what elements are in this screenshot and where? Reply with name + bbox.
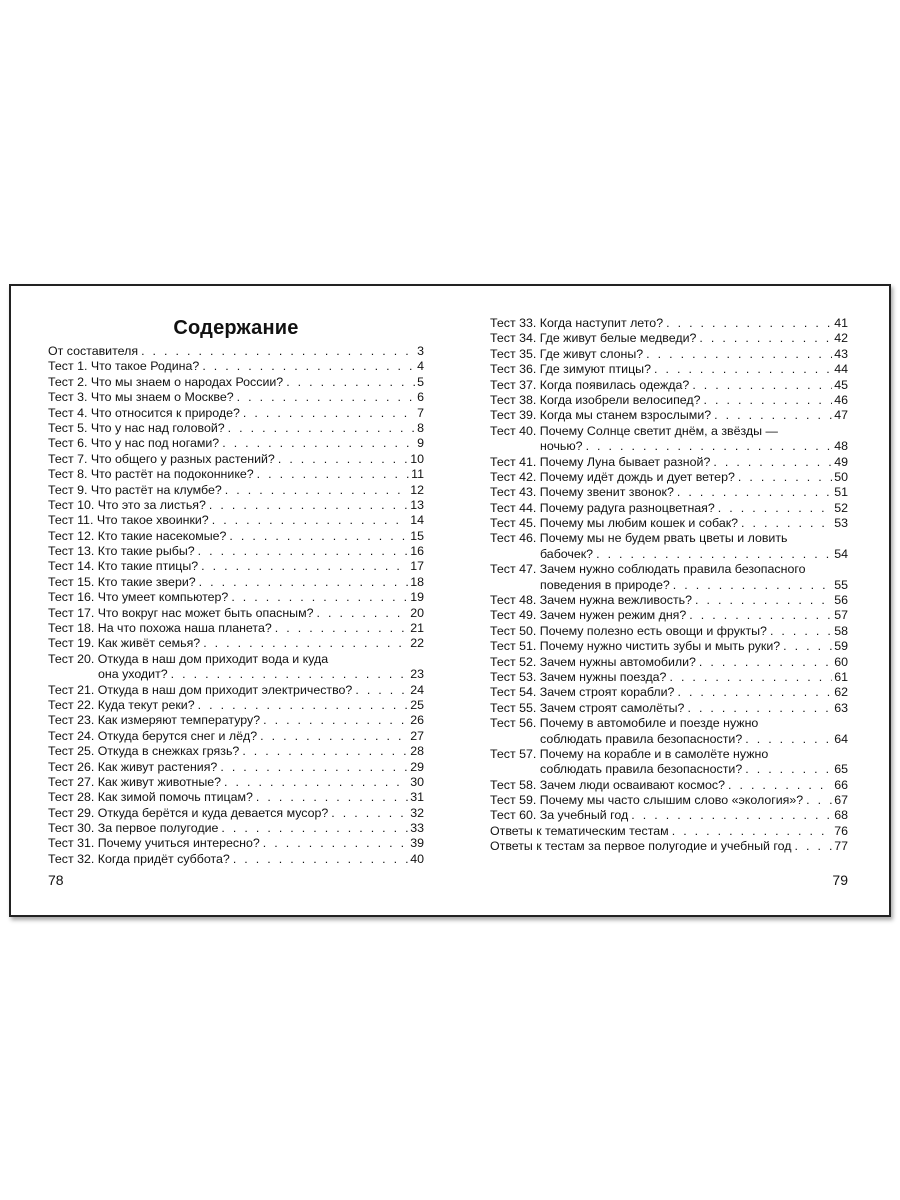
toc-entry-title: Тест 31. Почему учиться интересно?: [48, 836, 260, 851]
toc-entry: [48, 621, 424, 636]
toc-entry: [490, 562, 848, 593]
dot-leader: [224, 775, 408, 790]
toc-entry-title: Тест 23. Как измеряют температуру?: [48, 713, 261, 728]
toc-entry: [48, 636, 424, 651]
toc-entry-title: Тест 49. Зачем нужен режим дня?: [490, 608, 687, 623]
dot-leader: [263, 836, 408, 851]
dot-leader: [654, 362, 832, 377]
toc-entry: [48, 590, 424, 605]
toc-entry-title: Тест 9. Что растёт на клумбе?: [48, 482, 222, 497]
toc-entry-title: Тест 58. Зачем люди осваивают космос?: [490, 777, 725, 792]
dot-leader: [673, 578, 832, 593]
dot-leader: [783, 639, 832, 654]
dot-leader: [202, 359, 415, 374]
dot-leader: [713, 455, 832, 470]
dot-leader: [699, 655, 832, 670]
dot-leader: [331, 806, 408, 821]
toc-entry-title: Тест 24. Откуда берутся снег и лёд?: [48, 728, 258, 743]
toc-page-number: 61: [834, 669, 848, 684]
toc-entry-title: Тест 53. Зачем нужны поезда?: [490, 669, 667, 684]
dot-leader: [220, 760, 408, 775]
toc-page-number: 29: [410, 759, 424, 774]
toc-page-number: 14: [410, 513, 424, 528]
toc-entry: [48, 713, 424, 728]
toc-page-number: 11: [411, 467, 424, 482]
dot-leader: [141, 344, 415, 359]
toc-entry: [490, 839, 848, 854]
toc-page-number: 28: [410, 744, 424, 759]
dot-leader: [741, 516, 832, 531]
dot-leader: [745, 732, 832, 747]
toc-entry: [48, 698, 424, 713]
toc-entry-title: Тест 3. Что мы знаем о Москве?: [48, 390, 234, 405]
toc-entry: [490, 316, 848, 331]
toc-entry: [48, 467, 424, 482]
dot-leader: [201, 559, 408, 574]
toc-entry-title-continued: бабочек?: [540, 546, 594, 561]
toc-page-number: 25: [410, 697, 424, 712]
toc-entry: [490, 824, 848, 839]
toc-entry-title: Тест 32. Когда придёт суббота?: [48, 851, 230, 866]
dot-leader: [695, 593, 832, 608]
toc-entry: [490, 485, 848, 500]
toc-entry: [490, 639, 848, 654]
toc-entry-title: Тест 50. Почему полезно есть овощи и фрукты?: [490, 623, 767, 638]
toc-entry-title: Тест 47. Зачем нужно соблюдать правила безопасного: [490, 562, 806, 577]
toc-entry-title: Тест 51. Почему нужно чистить зубы и мыть руки?: [490, 639, 781, 654]
toc-page-number: 23: [410, 667, 424, 682]
toc-entry-title: Тест 4. Что относится к природе?: [48, 405, 240, 420]
toc-entry-title: Тест 22. Куда текут реки?: [48, 697, 195, 712]
toc-entry: [48, 775, 424, 790]
toc-page-number: 49: [834, 454, 848, 469]
toc-list-left: [48, 344, 424, 867]
toc-entry-title: Тест 37. Когда появилась одежда?: [490, 377, 690, 392]
dot-leader: [233, 852, 408, 867]
toc-page-number: 16: [410, 544, 424, 559]
toc-page-number: 27: [410, 728, 424, 743]
dot-leader: [199, 575, 409, 590]
toc-page-number: 5: [417, 374, 424, 389]
dot-leader: [687, 701, 832, 716]
toc-entry: [48, 375, 424, 390]
dot-leader: [221, 821, 408, 836]
toc-page-number: 50: [834, 469, 848, 484]
toc-entry: [48, 436, 424, 451]
toc-entry-title: Ответы к тематическим тестам: [490, 823, 669, 838]
toc-page-number: 33: [410, 821, 424, 836]
toc-entry: [490, 809, 848, 824]
toc-entry: [48, 421, 424, 436]
dot-leader: [225, 483, 408, 498]
dot-leader: [286, 375, 415, 390]
toc-page-number: 46: [834, 392, 848, 407]
toc-entry: [490, 670, 848, 685]
page-number-right: 79: [832, 872, 848, 888]
toc-entry-title: Тест 15. Кто такие звери?: [48, 574, 196, 589]
toc-page-number: 56: [834, 593, 848, 608]
toc-page-number: 45: [834, 377, 848, 392]
toc-entry-title: Тест 39. Когда мы станем взрослыми?: [490, 408, 712, 423]
dot-leader: [275, 621, 408, 636]
toc-entry-title: Тест 2. Что мы знаем о народах России?: [48, 374, 284, 389]
toc-page-number: 57: [834, 608, 848, 623]
toc-page-number: 48: [834, 439, 848, 454]
toc-page-number: 40: [410, 851, 424, 866]
toc-entry-title: Тест 57. Почему на корабле и в самолёте нужно: [490, 746, 769, 761]
toc-page-number: 15: [410, 528, 424, 543]
toc-page-number: 21: [410, 621, 424, 636]
toc-page-number: 18: [410, 574, 424, 589]
toc-entry-title: Тест 35. Где живут слоны?: [490, 346, 644, 361]
toc-entry: [490, 470, 848, 485]
toc-page-number: 41: [834, 315, 848, 330]
toc-page-number: 43: [834, 346, 848, 361]
toc-entry: [490, 331, 848, 346]
toc-page-number: 32: [410, 805, 424, 820]
toc-page-number: 60: [834, 654, 848, 669]
toc-page-number: 68: [834, 808, 848, 823]
dot-leader: [728, 778, 832, 793]
dot-leader: [631, 808, 832, 823]
toc-page-number: 51: [834, 485, 848, 500]
toc-entry: [48, 544, 424, 559]
toc-entry-title: Тест 40. Почему Солнце светит днём, а звёзды —: [490, 423, 778, 438]
toc-entry-title: Тест 6. Что у нас под ногами?: [48, 436, 220, 451]
toc-entry-title: Тест 54. Зачем строят корабли?: [490, 685, 675, 700]
toc-entry-title-continued: соблюдать правила безопасности?: [540, 731, 743, 746]
toc-entry: [48, 529, 424, 544]
dot-leader: [263, 713, 408, 728]
toc-page-number: 63: [834, 700, 848, 715]
toc-entry: [490, 778, 848, 793]
toc-entry: [490, 531, 848, 562]
toc-list-right: [490, 316, 848, 855]
toc-entry-title: Тест 12. Кто такие насекомые?: [48, 528, 227, 543]
toc-page-number: 44: [834, 362, 848, 377]
toc-entry: [490, 701, 848, 716]
toc-page-number: 52: [834, 500, 848, 515]
toc-page-number: 8: [417, 420, 424, 435]
toc-entry-title: Тест 19. Как живёт семья?: [48, 636, 201, 651]
toc-page-number: 9: [417, 436, 424, 451]
toc-entry: [490, 747, 848, 778]
toc-entry-title: Тест 7. Что общего у разных растений?: [48, 451, 275, 466]
toc-entry: [490, 685, 848, 700]
toc-page-number: 7: [417, 405, 424, 420]
toc-page-number: 4: [417, 359, 424, 374]
dot-leader: [209, 498, 408, 513]
toc-page-number: 58: [834, 623, 848, 638]
dot-leader: [689, 608, 832, 623]
left-page: [48, 286, 424, 915]
toc-page-number: 13: [410, 497, 424, 512]
toc-entry: [48, 359, 424, 374]
dot-leader: [677, 685, 832, 700]
toc-page-number: 67: [834, 793, 848, 808]
toc-entry: [48, 452, 424, 467]
toc-entry-title: Тест 52. Зачем нужны автомобили?: [490, 654, 696, 669]
toc-entry-title: Тест 30. За первое полугодие: [48, 821, 219, 836]
toc-page-number: 22: [410, 636, 424, 651]
toc-entry-title: Тест 18. На что похожа наша планета?: [48, 621, 272, 636]
toc-page-number: 66: [834, 777, 848, 792]
toc-entry-title: Тест 21. Откуда в наш дом приходит электричество?: [48, 682, 353, 697]
dot-leader: [718, 501, 832, 516]
toc-entry-title: Тест 5. Что у нас над головой?: [48, 420, 225, 435]
dot-leader: [738, 470, 832, 485]
dot-leader: [260, 729, 408, 744]
toc-page-number: 64: [834, 731, 848, 746]
dot-leader: [212, 513, 409, 528]
toc-page-number: 39: [410, 836, 424, 851]
toc-page-number: 6: [417, 390, 424, 405]
toc-entry-title: Тест 1. Что такое Родина?: [48, 359, 200, 374]
toc-entry-title: Тест 33. Когда наступит лето?: [490, 315, 664, 330]
dot-leader: [677, 485, 832, 500]
dot-leader: [672, 824, 833, 839]
toc-entry-title: Тест 8. Что растёт на подоконнике?: [48, 467, 254, 482]
toc-entry-title: Тест 17. Что вокруг нас может быть опасным?: [48, 605, 314, 620]
toc-page-number: 54: [834, 546, 848, 561]
toc-page-number: 30: [410, 774, 424, 789]
toc-entry-title-continued: ночью?: [540, 439, 583, 454]
toc-entry-title: От составителя: [48, 343, 139, 358]
dot-leader: [666, 316, 832, 331]
toc-entry: [48, 513, 424, 528]
toc-page-number: 65: [834, 762, 848, 777]
toc-entry: [48, 806, 424, 821]
toc-entry-title: Тест 59. Почему мы часто слышим слово «экология»?: [490, 793, 804, 808]
toc-entry-title: Тест 27. Как живут животные?: [48, 774, 222, 789]
toc-entry: [490, 593, 848, 608]
toc-entry-title: Тест 43. Почему звенит звонок?: [490, 485, 674, 500]
toc-entry-title: Тест 11. Что такое хвоинки?: [48, 513, 209, 528]
dot-leader: [222, 436, 415, 451]
dot-leader: [714, 408, 832, 423]
toc-page-number: 31: [410, 790, 424, 805]
toc-entry: [490, 424, 848, 455]
dot-leader: [596, 547, 832, 562]
toc-entry: [490, 378, 848, 393]
toc-page-number: 17: [410, 559, 424, 574]
dot-leader: [198, 698, 409, 713]
toc-entry-title: Тест 36. Где зимуют птицы?: [490, 362, 651, 377]
toc-entry: [490, 501, 848, 516]
toc-entry: [490, 408, 848, 423]
dot-leader: [794, 839, 832, 854]
dot-leader: [692, 378, 832, 393]
toc-entry: [490, 455, 848, 470]
toc-entry: [48, 559, 424, 574]
toc-entry-title: Тест 60. За учебный год: [490, 808, 629, 823]
toc-entry: [490, 655, 848, 670]
toc-entry: [48, 575, 424, 590]
toc-entry-title: Тест 34. Где живут белые медведи?: [490, 331, 697, 346]
toc-entry-title: Тест 25. Откуда в снежках грязь?: [48, 744, 240, 759]
toc-entry-title: Тест 48. Зачем нужна вежливость?: [490, 593, 692, 608]
page-title: Содержание: [173, 317, 299, 339]
toc-page-number: 10: [410, 451, 424, 466]
toc-entry-title: Тест 41. Почему Луна бывает разной?: [490, 454, 711, 469]
dot-leader: [237, 390, 415, 405]
toc-entry: [490, 393, 848, 408]
dot-leader: [198, 544, 409, 559]
toc-page-number: 76: [834, 823, 848, 838]
toc-entry: [48, 606, 424, 621]
dot-leader: [257, 467, 409, 482]
toc-entry-title: Тест 38. Когда изобрели велосипед?: [490, 392, 701, 407]
dot-leader: [242, 744, 408, 759]
toc-entry: [48, 760, 424, 775]
toc-page-number: 53: [834, 516, 848, 531]
toc-entry: [490, 362, 848, 377]
toc-page-number: 47: [834, 408, 848, 423]
dot-leader: [699, 331, 832, 346]
dot-leader: [171, 667, 409, 682]
toc-page-number: 24: [410, 682, 424, 697]
dot-leader: [806, 793, 832, 808]
dot-leader: [586, 439, 833, 454]
toc-entry-title-continued: соблюдать правила безопасности?: [540, 762, 743, 777]
toc-entry: [48, 744, 424, 759]
toc-entry: [48, 652, 424, 683]
toc-page-number: 12: [410, 482, 424, 497]
toc-page-number: 55: [834, 577, 848, 592]
toc-page-number: 59: [834, 639, 848, 654]
dot-leader: [256, 790, 408, 805]
toc-page-number: 42: [834, 331, 848, 346]
toc-entry-title: Тест 46. Почему мы не будем рвать цветы и ловить: [490, 531, 788, 546]
dot-leader: [243, 406, 415, 421]
toc-entry: [490, 624, 848, 639]
toc-entry: [48, 498, 424, 513]
toc-entry-title: Тест 28. Как зимой помочь птицам?: [48, 790, 253, 805]
toc-entry: [48, 852, 424, 867]
toc-entry: [490, 516, 848, 531]
dot-leader: [745, 762, 832, 777]
dot-leader: [229, 529, 408, 544]
toc-entry-title: Ответы к тестам за первое полугодие и учебный год: [490, 839, 792, 854]
dot-leader: [316, 606, 408, 621]
right-page: [490, 286, 848, 915]
toc-entry-title: Тест 42. Почему идёт дождь и дует ветер?: [490, 469, 735, 484]
toc-entry-title: Тест 56. Почему в автомобиле и поезде нужно: [490, 716, 759, 731]
toc-page-number: 77: [834, 839, 848, 854]
toc-entry: [490, 347, 848, 362]
dot-leader: [231, 590, 408, 605]
toc-entry-title: Тест 55. Зачем строят самолёты?: [490, 700, 685, 715]
toc-entry-title: Тест 14. Кто такие птицы?: [48, 559, 199, 574]
toc-entry-title-continued: поведения в природе?: [540, 577, 670, 592]
toc-entry: [490, 793, 848, 808]
toc-page-number: 20: [410, 605, 424, 620]
toc-entry: [48, 483, 424, 498]
dot-leader: [704, 393, 833, 408]
toc-entry: [48, 837, 424, 852]
toc-entry: [48, 683, 424, 698]
dot-leader: [355, 683, 408, 698]
page-number-left: 78: [48, 872, 64, 888]
toc-page-number: 26: [410, 713, 424, 728]
toc-entry: [48, 729, 424, 744]
toc-entry: [48, 821, 424, 836]
toc-entry-title: Тест 10. Что это за листья?: [48, 497, 206, 512]
toc-entry-title: Тест 20. Откуда в наш дом приходит вода и куда: [48, 651, 329, 666]
toc-entry-title: Тест 45. Почему мы любим кошек и собак?: [490, 516, 739, 531]
toc-entry: [48, 344, 424, 359]
toc-entry: [48, 406, 424, 421]
toc-entry-title: Тест 29. Откуда берётся и куда девается мусор?: [48, 805, 329, 820]
toc-entry: [48, 390, 424, 405]
dot-leader: [669, 670, 832, 685]
toc-entry-title: Тест 13. Кто такие рыбы?: [48, 544, 195, 559]
dot-leader: [278, 452, 408, 467]
dot-leader: [228, 421, 415, 436]
toc-page-number: 19: [410, 590, 424, 605]
toc-entry: [490, 716, 848, 747]
toc-entry-title: Тест 16. Что умеет компьютер?: [48, 590, 229, 605]
toc-entry-title-continued: она уходит?: [98, 667, 168, 682]
dot-leader: [203, 636, 408, 651]
toc-entry-title: Тест 44. Почему радуга разноцветная?: [490, 500, 715, 515]
toc-page-number: 3: [417, 343, 424, 358]
toc-page-number: 62: [834, 685, 848, 700]
toc-entry: [490, 608, 848, 623]
dot-leader: [770, 624, 832, 639]
toc-entry: [48, 790, 424, 805]
toc-entry-title: Тест 26. Как живут растения?: [48, 759, 218, 774]
dot-leader: [646, 347, 832, 362]
book-spread: [9, 284, 891, 917]
